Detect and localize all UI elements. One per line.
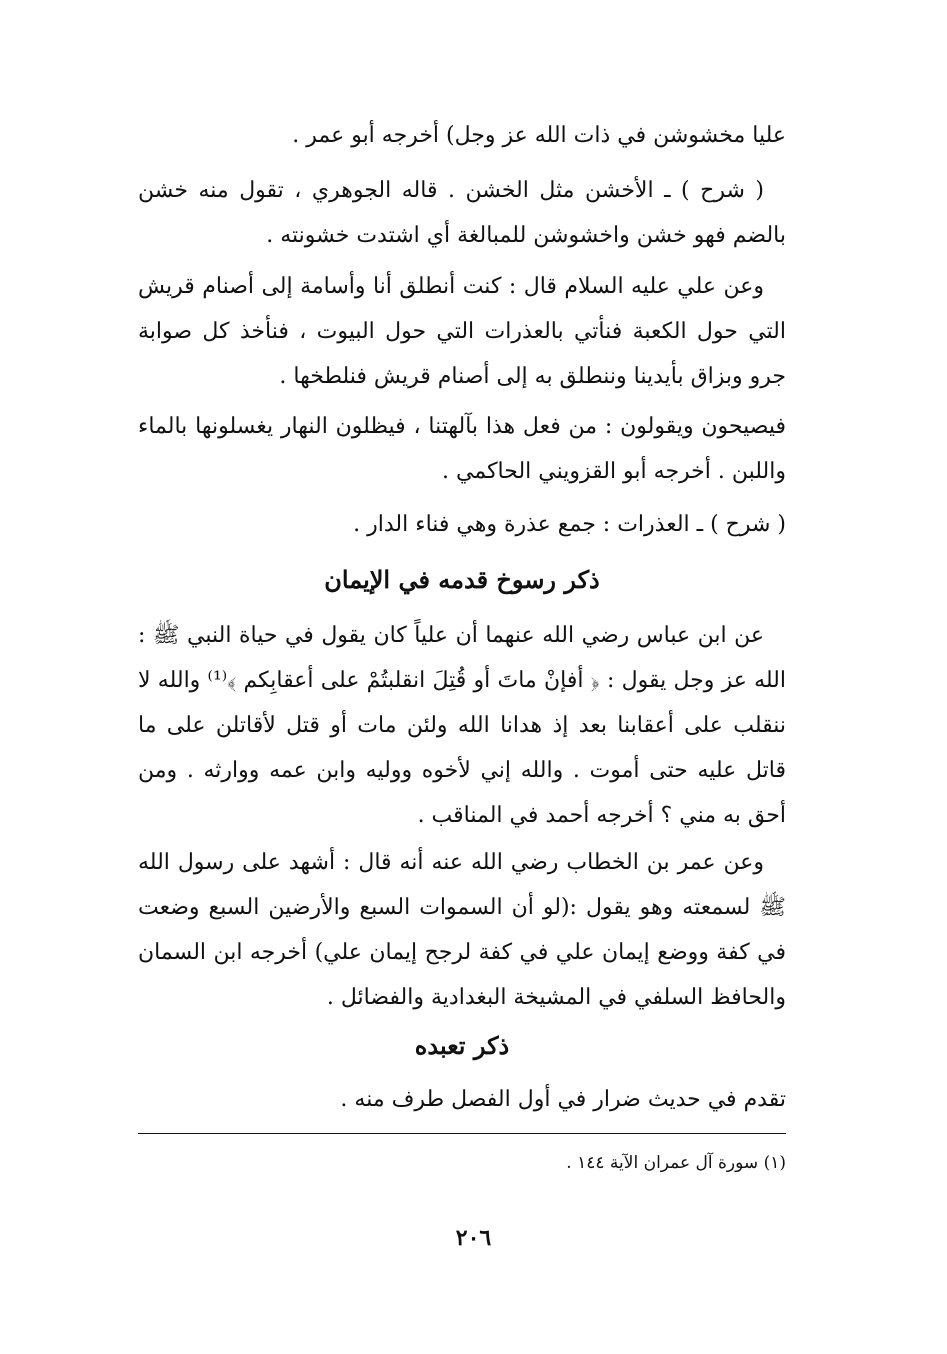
paragraph: ( شرح ) ـ الأخشن مثل الخشن . قاله الجوهري ، تقول منه خشن بالضم فهو خشن واخشوشن للمبالغة أي اشتدت خشونته . [138,178,786,248]
paragraph: فيصيحون ويقولون : من فعل هذا بآلهتنا ، فيظلون النهار يغسلونها بالماء واللبن . أخرجه أبو القزويني الحاكمي . [138,414,786,484]
footnote: (١) سورة آل عمران الآية ١٤٤ . [566,1153,786,1173]
text-block-1 [138,113,786,158]
text-block-4 [138,404,786,494]
paragraph: تقدم في حديث ضرار في أول الفصل طرف منه . [340,1087,786,1112]
paragraph: وعن عمر بن الخطاب رضي الله عنه أنه قال : أشهد على رسول الله ﷺ لسمعته وهو يقول :(لو أن السموات السبع والأرضين السبع وضعت في كفة ووضع إيمان علي في كفة لرجح إيمان علي) أخرجه ابن السمان والحافظ السلفي في المشيخة البغدادية والفضائل . [138,850,786,1010]
text-block-5 [186,505,786,545]
section-heading: ذكر رسوخ قدمه في الإيمان [324,565,600,594]
text-block-7 [138,840,786,1020]
footnote-divider [138,1133,786,1134]
page-number: ٢٠٦ [455,1225,492,1251]
paragraph: عليا مخشوشن في ذات الله عز وجل) أخرجه أبو عمر . [292,123,786,148]
text-block-6 [138,613,786,838]
section-heading: ذكر تعبده [414,1031,510,1060]
paragraph: وعن علي عليه السلام قال : كنت أنطلق أنا وأسامة إلى أصنام قريش التي حول الكعبة فنأتي بالعذرات التي حول البيوت ، فنأخذ كل صوابة جرو وبزاق بأيدينا وننطلق به إلى أصنام قريش فنلطخها . [138,274,786,389]
text-block-8 [186,1080,786,1120]
text-block-3 [138,264,786,399]
paragraph: عن ابن عباس رضي الله عنهما أن علياً كان يقول في حياة النبي ﷺ : الله عز وجل يقول : ﴿ أفإنْ ماتَ أو قُتِلَ انقلبتُمْ على أعقابِكم ﴾⁽¹⁾ والله لا ننقلب على أعقابنا بعد إذ هدانا الله ولئن مات أو قتل لأقاتلن على ما قاتل عليه حتى أموت . والله إني لأخوه ووليه وابن عمه ووارثه . ومن أحق به مني ؟ أخرجه أحمد في المناقب . [138,623,786,828]
text-block-2 [138,168,786,258]
paragraph: ( شرح ) ـ العذرات : جمع عذرة وهي فناء الدار . [353,512,786,537]
